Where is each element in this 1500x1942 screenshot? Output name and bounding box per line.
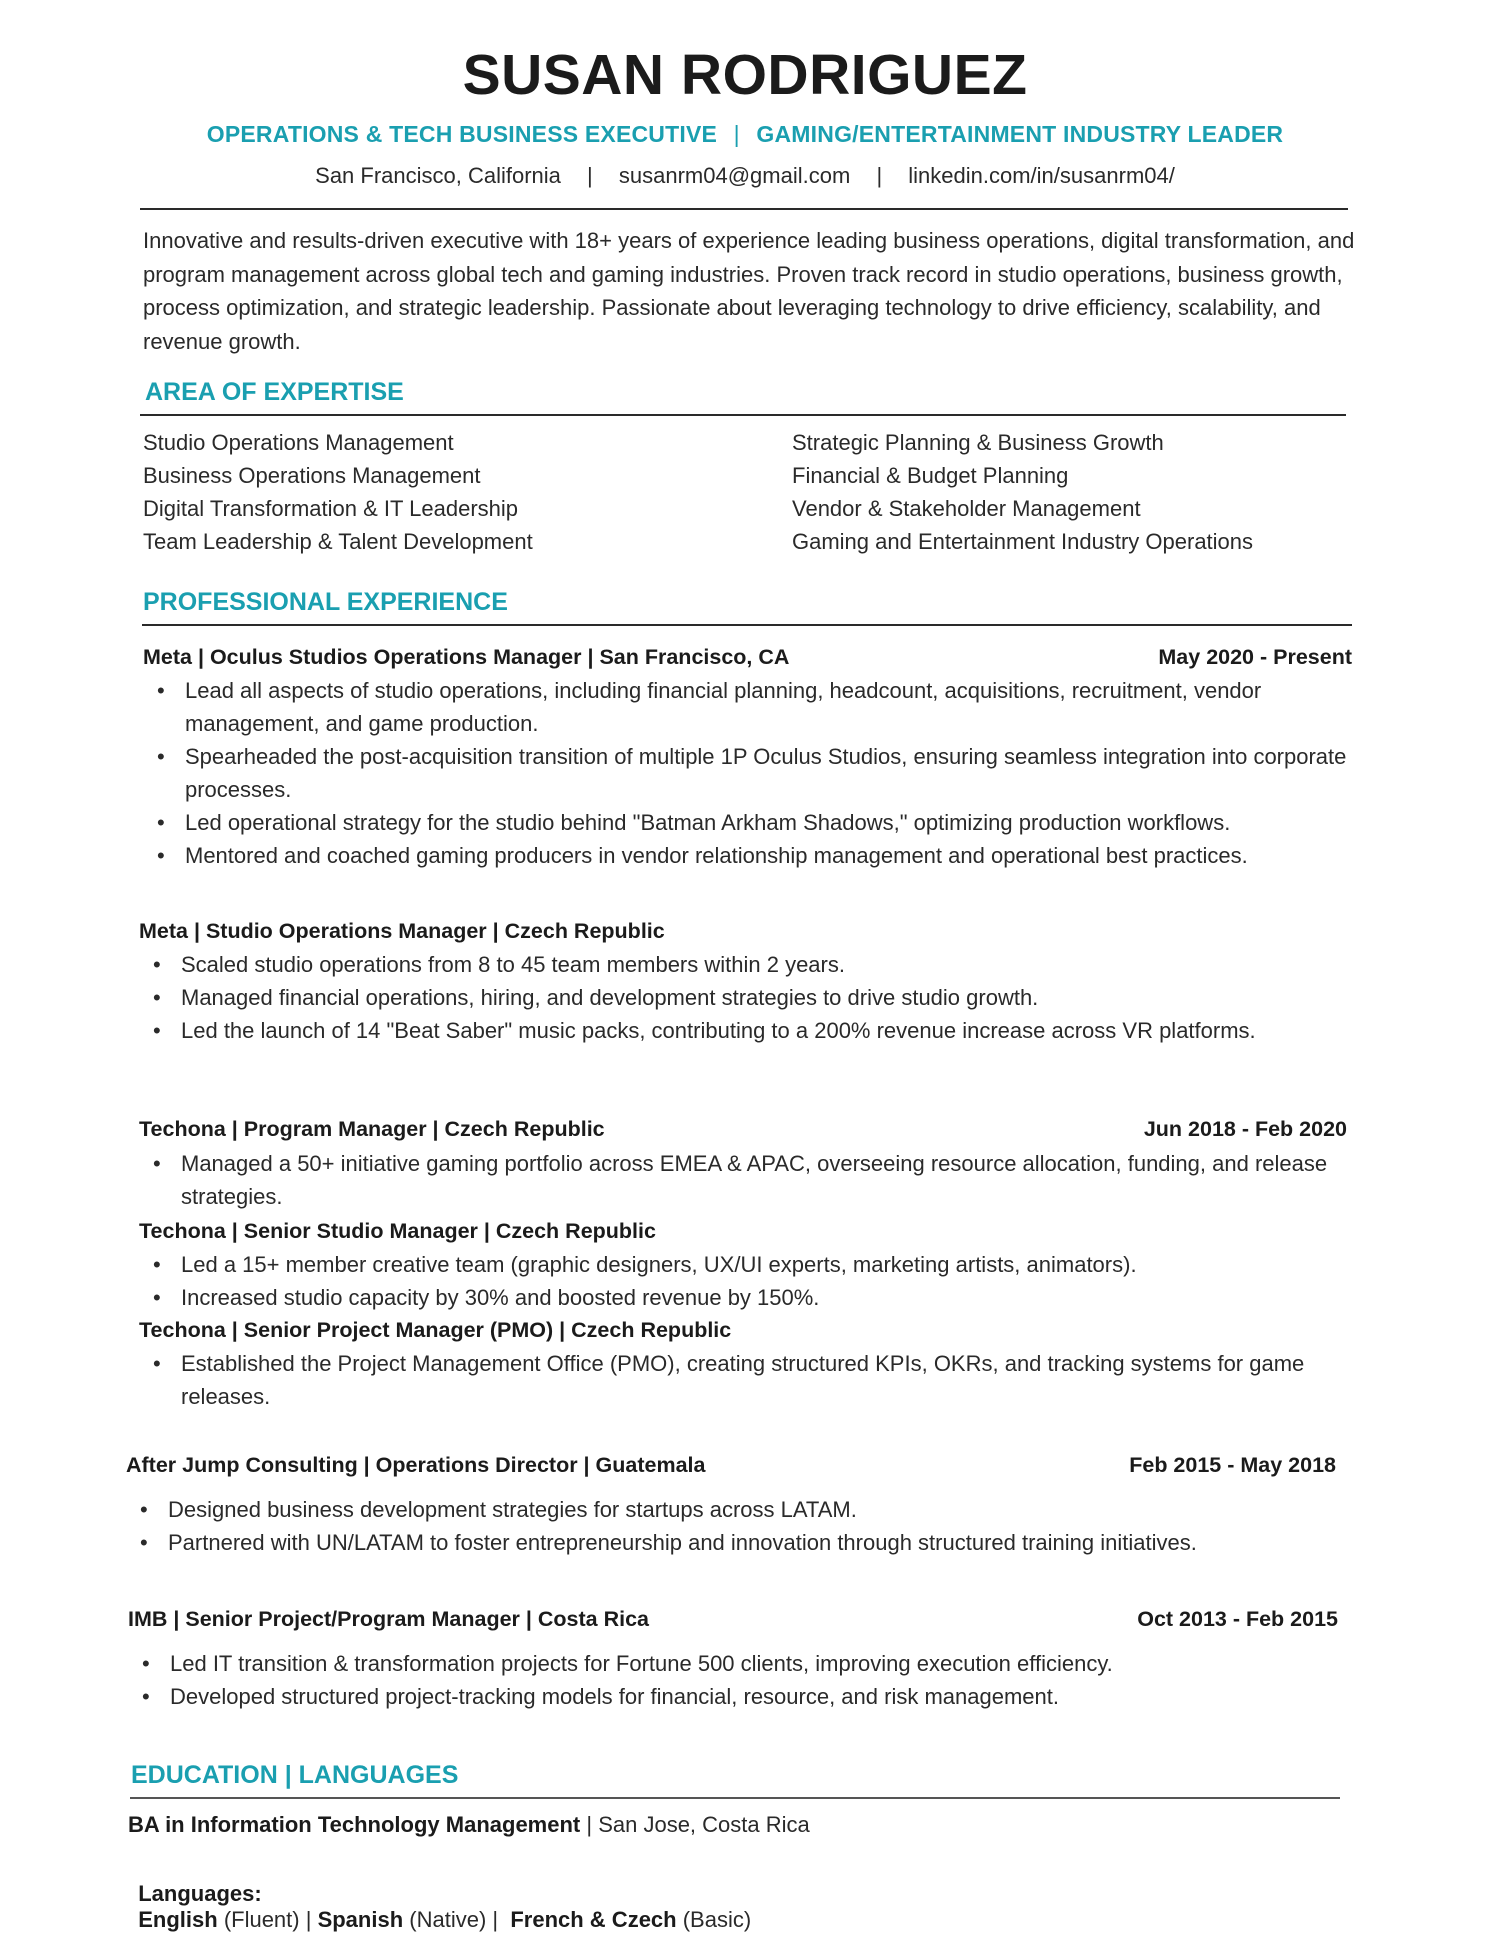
professional-summary: Innovative and results-driven executive with 18+ years of experience leading business operations, digital transformation, and program management across global tech and gaming industries. Proven track record in studio operations, business growth, process optimization, and strategic leadership. Passionate about leveraging technology to drive efficiency, scalability, and revenue growth. — [143, 228, 1355, 354]
job-bullets — [128, 1647, 1338, 1713]
job-heading — [139, 919, 1348, 944]
expertise-list-left — [143, 426, 533, 558]
job-entry — [139, 1219, 1347, 1314]
job-dates: Oct 2013 - Feb 2015 — [1137, 1607, 1338, 1631]
job-bullets — [126, 1493, 1336, 1559]
job-bullet: • Designed business development strategies for startups across LATAM. — [126, 1493, 1336, 1526]
experience-divider — [142, 624, 1352, 626]
language-separator: | — [299, 1907, 318, 1932]
job-bullets — [139, 1147, 1347, 1213]
job-title: Meta | Oculus Studios Operations Manager | San Francisco, CA — [143, 645, 790, 669]
job-heading — [128, 1607, 1338, 1632]
job-heading — [139, 1318, 1347, 1343]
expertise-item: Studio Operations Management — [143, 430, 454, 455]
job-entry — [139, 1318, 1347, 1413]
job-bullet: • Partnered with UN/LATAM to foster entrepreneurship and innovation through structured training initiatives. — [126, 1526, 1336, 1559]
job-bullets — [139, 1248, 1347, 1314]
job-title: Meta | Studio Operations Manager | Czech Republic — [139, 919, 665, 943]
job-title: After Jump Consulting | Operations Director | Guatemala — [126, 1453, 706, 1477]
job-bullet: • Led operational strategy for the studio behind "Batman Arkham Shadows," optimizing production workflows. — [143, 806, 1352, 839]
tagline-primary: OPERATIONS & TECH BUSINESS EXECUTIVE — [206, 121, 718, 147]
job-bullet: • Developed structured project-tracking models for financial, resource, and risk management. — [128, 1680, 1338, 1713]
job-bullet: • Increased studio capacity by 30% and boosted revenue by 150%. — [139, 1281, 1347, 1314]
job-heading — [139, 1117, 1347, 1142]
job-heading — [143, 645, 1352, 670]
expertise-item: Team Leadership & Talent Development — [143, 529, 533, 554]
languages-line — [126, 1855, 751, 1933]
job-title: Techona | Program Manager | Czech Republic — [139, 1117, 605, 1141]
job-bullet: • Managed financial operations, hiring, and development strategies to drive studio growth. — [139, 981, 1348, 1014]
expertise-item: Digital Transformation & IT Leadership — [143, 496, 518, 521]
job-dates: Feb 2015 - May 2018 — [1129, 1453, 1336, 1477]
tagline — [0, 121, 1490, 148]
job-entry — [128, 1607, 1338, 1713]
section-title-expertise: AREA OF EXPERTISE — [145, 378, 404, 406]
education-divider — [130, 1797, 1340, 1799]
job-bullets — [139, 1347, 1347, 1413]
job-heading — [126, 1453, 1336, 1478]
header-divider — [140, 208, 1348, 210]
candidate-name: SUSAN RODRIGUEZ — [462, 43, 1028, 107]
linkedin-link[interactable]: linkedin.com/in/susanrm04/ — [908, 163, 1175, 188]
degree-separator: | — [580, 1812, 599, 1837]
language-name: Spanish — [317, 1907, 404, 1932]
contact-line — [0, 163, 1490, 189]
job-bullet: • Mentored and coached gaming producers in vendor relationship management and operational best practices. — [143, 839, 1352, 872]
job-entry — [139, 1117, 1347, 1213]
job-dates: Jun 2018 - Feb 2020 — [1143, 1117, 1347, 1141]
job-title: Techona | Senior Studio Manager | Czech Republic — [139, 1219, 656, 1243]
expertise-divider — [140, 414, 1346, 416]
language-separator: | — [486, 1907, 511, 1932]
job-bullet: • Led a 15+ member creative team (graphic designers, UX/UI experts, marketing artists, animators). — [139, 1248, 1347, 1281]
email-link[interactable]: susanrm04@gmail.com — [618, 163, 851, 188]
job-bullet: • Lead all aspects of studio operations, including financial planning, headcount, acquisitions, recruitment, vendor management, and game production. — [143, 674, 1352, 740]
job-bullets — [139, 948, 1348, 1047]
job-bullet: • Led IT transition & transformation projects for Fortune 500 clients, improving execution efficiency. — [128, 1647, 1338, 1680]
job-bullet: • Established the Project Management Office (PMO), creating structured KPIs, OKRs, and tracking systems for game releases. — [139, 1347, 1347, 1413]
language-level: (Native) — [409, 1907, 487, 1932]
expertise-item: Gaming and Entertainment Industry Operations — [792, 529, 1254, 554]
job-heading — [139, 1219, 1347, 1244]
job-bullet: • Scaled studio operations from 8 to 45 team members within 2 years. — [139, 948, 1348, 981]
job-title: IMB | Senior Project/Program Manager | Costa Rica — [128, 1607, 649, 1631]
location: San Francisco, California — [315, 163, 561, 188]
degree-location: San Jose, Costa Rica — [598, 1812, 810, 1837]
language-name: English — [138, 1907, 218, 1932]
job-bullets — [143, 674, 1352, 872]
job-entry — [143, 645, 1352, 872]
job-entry — [126, 1453, 1336, 1559]
tagline-separator: | — [733, 121, 740, 147]
section-title-education: EDUCATION | LANGUAGES — [131, 1761, 459, 1789]
job-title: Techona | Senior Project Manager (PMO) | Czech Republic — [139, 1318, 732, 1342]
expertise-item: Strategic Planning & Business Growth — [792, 430, 1164, 455]
job-entry — [139, 919, 1348, 1047]
job-bullet: • Spearheaded the post-acquisition transition of multiple 1P Oculus Studios, ensuring seamless integration into corporate processes. — [143, 740, 1352, 806]
language-level: (Basic) — [682, 1907, 752, 1932]
languages-label: Languages: — [138, 1881, 262, 1906]
job-dates: May 2020 - Present — [1158, 645, 1352, 669]
contact-separator: | — [587, 163, 593, 188]
language-level: (Fluent) — [223, 1907, 300, 1932]
language-name: French & Czech — [510, 1907, 677, 1932]
expertise-list-right — [792, 426, 1253, 558]
expertise-item: Vendor & Stakeholder Management — [792, 496, 1141, 521]
section-title-experience: PROFESSIONAL EXPERIENCE — [143, 588, 508, 616]
contact-separator: | — [876, 163, 883, 188]
expertise-item: Financial & Budget Planning — [792, 463, 1069, 488]
degree-name: BA in Information Technology Management — [128, 1812, 581, 1837]
expertise-item: Business Operations Management — [143, 463, 481, 488]
tagline-secondary: GAMING/ENTERTAINMENT INDUSTRY LEADER — [756, 121, 1284, 147]
degree-line — [128, 1812, 810, 1838]
job-bullet: • Managed a 50+ initiative gaming portfolio across EMEA & APAC, overseeing resource allocation, funding, and release strategies. — [139, 1147, 1347, 1213]
job-bullet: • Led the launch of 14 "Beat Saber" music packs, contributing to a 200% revenue increase across VR platforms. — [139, 1014, 1348, 1047]
